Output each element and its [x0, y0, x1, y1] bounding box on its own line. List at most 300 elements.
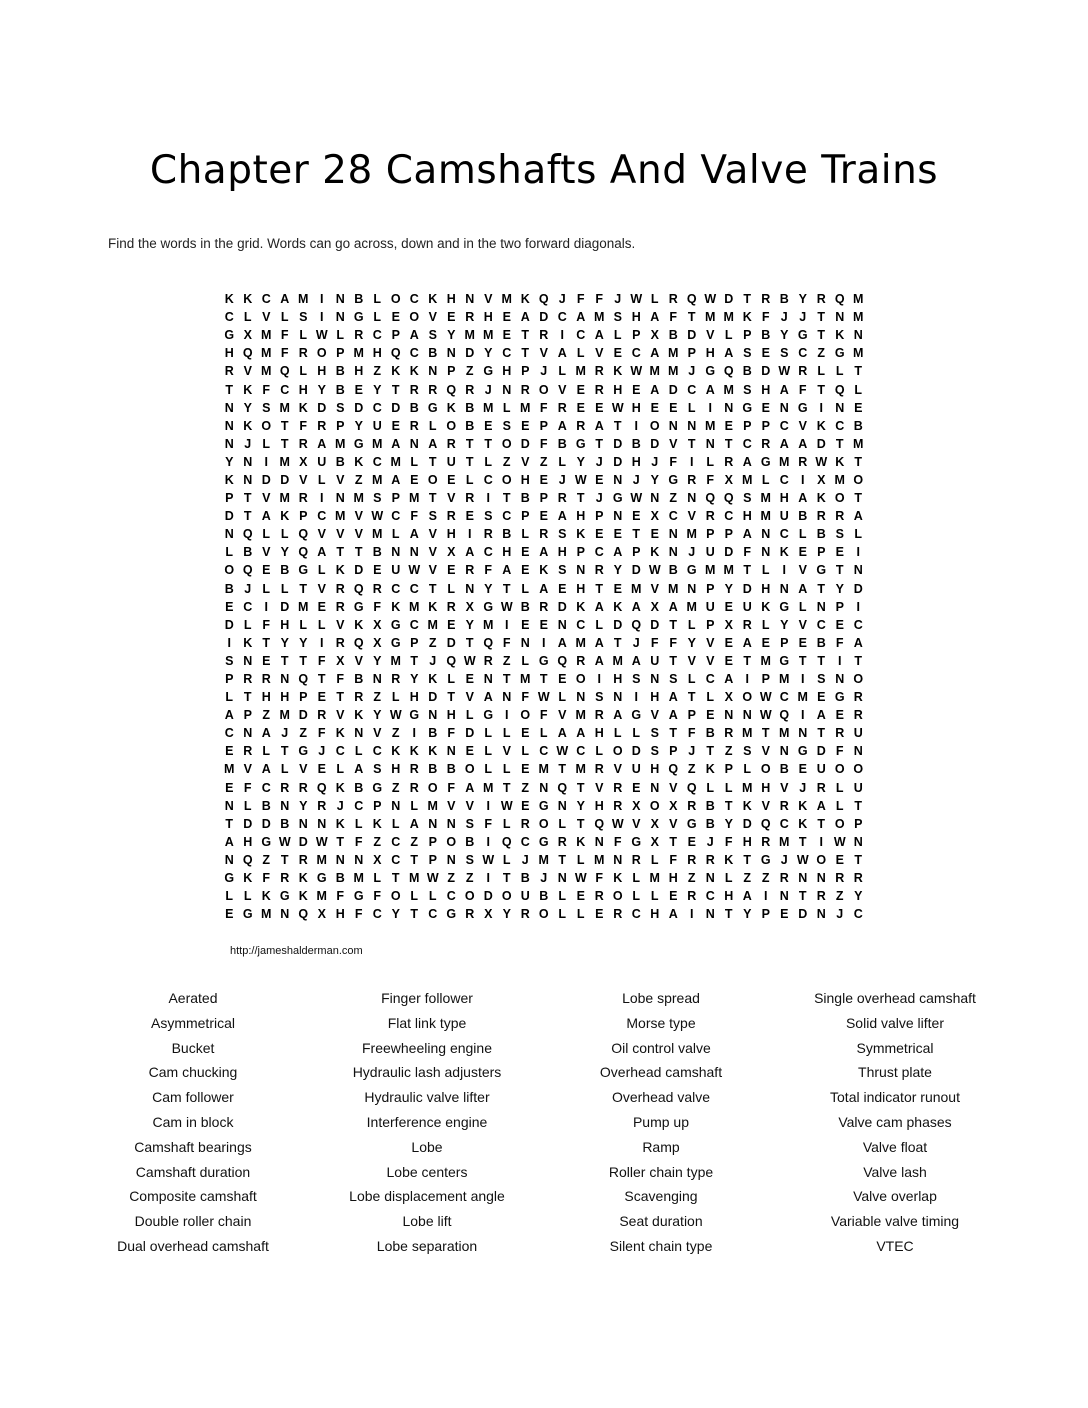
grid-letter: R — [557, 491, 567, 506]
grid-letter: I — [542, 635, 546, 650]
grid-letter: A — [668, 708, 678, 723]
grid-letter: I — [486, 871, 490, 886]
grid-letter: A — [853, 635, 863, 650]
grid-letter: H — [742, 834, 752, 849]
grid-letter: P — [447, 364, 456, 379]
grid-letter: F — [262, 617, 271, 632]
grid-letter: Y — [576, 798, 585, 813]
grid-letter: B — [853, 418, 863, 433]
grid-letter: N — [243, 472, 253, 487]
grid-letter: M — [261, 346, 272, 361]
grid-letter: V — [447, 798, 456, 813]
grid-letter: A — [594, 635, 604, 650]
grid-letter: I — [486, 491, 490, 506]
grid-letter: F — [280, 346, 289, 361]
grid-letter: E — [706, 708, 715, 723]
grid-letter: D — [557, 599, 567, 614]
grid-letter: E — [391, 310, 400, 325]
grid-letter: A — [594, 653, 604, 668]
word-item: Oil control valve — [611, 1039, 711, 1056]
grid-letter: R — [354, 690, 364, 705]
grid-row — [220, 616, 868, 634]
grid-letter: W — [759, 690, 772, 705]
word-item: Pump up — [632, 1113, 690, 1130]
grid-letter: R — [576, 418, 586, 433]
grid-row — [220, 489, 868, 507]
grid-letter: Q — [723, 491, 734, 506]
grid-letter: L — [687, 617, 696, 632]
grid-letter: T — [243, 509, 252, 524]
grid-letter: G — [742, 400, 753, 415]
grid-letter: N — [391, 798, 401, 813]
grid-letter: P — [780, 635, 789, 650]
grid-letter: K — [298, 889, 308, 904]
grid-letter: Q — [242, 563, 253, 578]
grid-letter: R — [761, 834, 771, 849]
grid-letter: A — [261, 509, 271, 524]
grid-letter: T — [299, 653, 308, 668]
grid-letter: E — [835, 617, 844, 632]
grid-letter: M — [686, 599, 697, 614]
grid-letter: R — [261, 672, 271, 687]
grid-letter: T — [336, 545, 345, 560]
grid-letter: P — [576, 545, 585, 560]
grid-letter: L — [613, 328, 622, 343]
grid-letter: N — [224, 527, 234, 542]
grid-letter: D — [742, 581, 752, 596]
grid-letter: V — [317, 581, 326, 596]
grid-letter: C — [502, 346, 512, 361]
grid-letter: J — [558, 292, 566, 307]
grid-letter: L — [521, 653, 530, 668]
grid-letter: W — [778, 364, 791, 379]
grid-letter: A — [224, 834, 234, 849]
grid-letter: N — [243, 726, 253, 741]
grid-letter: C — [576, 328, 586, 343]
grid-letter: R — [539, 527, 549, 542]
grid-letter: I — [320, 491, 324, 506]
grid-letter: L — [576, 907, 585, 922]
grid-letter: H — [317, 364, 327, 379]
grid-letter: M — [501, 292, 512, 307]
word-item: Variable valve timing — [830, 1213, 960, 1230]
grid-letter: P — [724, 527, 733, 542]
grid-letter: K — [372, 816, 382, 831]
grid-letter: V — [484, 292, 493, 307]
grid-letter: R — [687, 472, 697, 487]
grid-letter: D — [446, 635, 456, 650]
grid-letter: N — [446, 816, 456, 831]
grid-letter: V — [558, 382, 567, 397]
grid-letter: A — [798, 491, 808, 506]
grid-letter: M — [335, 436, 346, 451]
grid-letter: M — [372, 527, 383, 542]
grid-letter: B — [409, 400, 419, 415]
grid-letter: K — [335, 563, 345, 578]
grid-letter: Y — [243, 400, 252, 415]
grid-letter: E — [595, 400, 604, 415]
grid-letter: F — [539, 708, 548, 723]
grid-letter: H — [483, 310, 493, 325]
grid-letter: R — [520, 816, 530, 831]
grid-letter: T — [262, 635, 271, 650]
grid-letter: G — [242, 907, 253, 922]
grid-letter: Y — [465, 617, 474, 632]
grid-letter: U — [631, 762, 641, 777]
grid-letter: K — [428, 599, 438, 614]
grid-letter: V — [761, 798, 770, 813]
word-item: Valve lash — [863, 1163, 927, 1180]
word-item: Lobe — [411, 1138, 443, 1155]
grid-letter: U — [816, 762, 826, 777]
grid-letter: T — [835, 436, 844, 451]
grid-letter: N — [557, 871, 567, 886]
grid-letter: P — [373, 798, 382, 813]
grid-letter: O — [853, 762, 864, 777]
grid-letter: J — [521, 852, 529, 867]
grid-letter: E — [632, 509, 641, 524]
grid-letter: E — [225, 780, 234, 795]
word-item: Total indicator runout — [830, 1089, 960, 1106]
grid-letter: W — [278, 834, 291, 849]
grid-letter: A — [391, 472, 401, 487]
grid-letter: M — [483, 617, 494, 632]
grid-letter: J — [281, 726, 289, 741]
grid-letter: L — [243, 310, 252, 325]
grid-letter: R — [705, 509, 715, 524]
grid-letter: H — [779, 491, 789, 506]
grid-letter: N — [446, 346, 456, 361]
grid-letter: S — [428, 509, 437, 524]
grid-letter: A — [483, 690, 493, 705]
grid-letter: L — [299, 364, 308, 379]
grid-letter: M — [705, 563, 716, 578]
grid-letter: R — [335, 635, 345, 650]
grid-letter: Q — [279, 364, 290, 379]
grid-letter: M — [779, 726, 790, 741]
grid-letter: D — [853, 581, 863, 596]
grid-letter: J — [651, 454, 659, 469]
grid-letter: N — [687, 418, 697, 433]
grid-letter: Y — [854, 889, 863, 904]
grid-letter: X — [650, 834, 659, 849]
grid-letter: P — [835, 599, 844, 614]
grid-row — [220, 634, 868, 652]
grid-letter: C — [317, 509, 327, 524]
grid-letter: R — [853, 690, 863, 705]
grid-letter: F — [317, 726, 326, 741]
grid-letter: D — [816, 436, 826, 451]
grid-letter: M — [723, 563, 734, 578]
grid-letter: A — [816, 798, 826, 813]
word-item: Flat link type — [387, 1014, 467, 1031]
grid-letter: L — [854, 382, 863, 397]
grid-letter: F — [502, 635, 511, 650]
grid-letter: K — [335, 726, 345, 741]
grid-letter: L — [280, 581, 289, 596]
grid-letter: N — [835, 400, 845, 415]
grid-letter: V — [447, 491, 456, 506]
grid-letter: M — [649, 871, 660, 886]
grid-letter: T — [613, 418, 622, 433]
grid-letter: H — [761, 382, 771, 397]
grid-letter: T — [428, 581, 437, 596]
grid-letter: O — [538, 907, 549, 922]
grid-letter: P — [743, 418, 752, 433]
grid-letter: B — [779, 762, 789, 777]
grid-letter: E — [595, 527, 604, 542]
grid-letter: L — [447, 581, 456, 596]
grid-letter: Q — [242, 852, 253, 867]
grid-letter: G — [631, 834, 642, 849]
grid-letter: G — [779, 653, 790, 668]
word-item: Lobe displacement angle — [349, 1188, 505, 1205]
grid-letter: T — [724, 436, 733, 451]
grid-letter: S — [558, 563, 567, 578]
grid-letter: H — [631, 400, 641, 415]
grid-letter: D — [650, 436, 660, 451]
grid-letter: K — [798, 798, 808, 813]
grid-letter: G — [686, 563, 697, 578]
grid-letter: Q — [446, 653, 457, 668]
grid-letter: C — [779, 816, 789, 831]
grid-letter: W — [574, 472, 587, 487]
grid-letter: V — [706, 635, 715, 650]
grid-letter: W — [611, 400, 624, 415]
grid-letter: A — [631, 599, 641, 614]
grid-letter: G — [538, 798, 549, 813]
grid-letter: I — [856, 545, 860, 560]
grid-letter: E — [317, 599, 326, 614]
grid-letter: D — [317, 400, 327, 415]
grid-letter: V — [650, 581, 659, 596]
grid-letter: Z — [502, 653, 511, 668]
grid-letter: Y — [724, 581, 733, 596]
grid-letter: T — [817, 581, 826, 596]
grid-letter: B — [539, 889, 549, 904]
grid-letter: N — [816, 599, 826, 614]
grid-letter: L — [354, 744, 363, 759]
grid-letter: H — [280, 617, 290, 632]
grid-letter: H — [446, 527, 456, 542]
grid-letter: X — [650, 328, 659, 343]
grid-letter: Z — [373, 834, 382, 849]
grid-letter: C — [335, 744, 345, 759]
grid-letter: U — [705, 545, 715, 560]
grid-letter: N — [761, 545, 771, 560]
word-item: Solid valve lifter — [845, 1014, 945, 1031]
grid-letter: E — [798, 545, 807, 560]
grid-letter: E — [484, 418, 493, 433]
grid-letter: A — [557, 509, 567, 524]
grid-letter: Q — [298, 672, 309, 687]
grid-letter: V — [428, 527, 437, 542]
grid-letter: L — [650, 852, 659, 867]
grid-letter: C — [779, 527, 789, 542]
grid-letter: B — [465, 834, 475, 849]
grid-letter: I — [320, 292, 324, 307]
grid-letter: H — [280, 690, 290, 705]
grid-letter: H — [650, 907, 660, 922]
grid-letter: D — [280, 472, 290, 487]
grid-letter: L — [336, 762, 345, 777]
grid-letter: H — [446, 292, 456, 307]
grid-letter: A — [224, 708, 234, 723]
grid-letter: C — [594, 545, 604, 560]
grid-letter: N — [816, 871, 826, 886]
grid-letter: C — [409, 292, 419, 307]
grid-letter: X — [373, 635, 382, 650]
grid-row — [220, 580, 868, 598]
grid-letter: C — [483, 545, 493, 560]
grid-letter: P — [632, 545, 641, 560]
grid-letter: A — [409, 527, 419, 542]
grid-letter: R — [465, 563, 475, 578]
grid-letter: V — [669, 780, 678, 795]
grid-letter: K — [243, 635, 253, 650]
grid-letter: T — [817, 653, 826, 668]
grid-letter: N — [613, 690, 623, 705]
grid-letter: U — [779, 509, 789, 524]
grid-letter: V — [317, 527, 326, 542]
grid-letter: L — [336, 328, 345, 343]
grid-letter: E — [447, 472, 456, 487]
grid-letter: D — [539, 310, 549, 325]
grid-letter: R — [613, 798, 623, 813]
grid-row — [220, 344, 868, 362]
grid-letter: G — [427, 400, 438, 415]
grid-letter: V — [354, 509, 363, 524]
grid-letter: F — [484, 816, 493, 831]
grid-letter: B — [668, 328, 678, 343]
grid-letter: N — [224, 798, 234, 813]
grid-letter: D — [742, 816, 752, 831]
grid-letter: O — [464, 889, 475, 904]
grid-letter: K — [428, 744, 438, 759]
grid-letter: B — [280, 816, 290, 831]
grid-letter: F — [669, 454, 678, 469]
grid-letter: O — [649, 798, 660, 813]
grid-letter: T — [336, 690, 345, 705]
grid-letter: G — [538, 653, 549, 668]
grid-letter: M — [742, 780, 753, 795]
grid-letter: O — [390, 889, 401, 904]
grid-letter: T — [817, 310, 826, 325]
grid-letter: T — [354, 545, 363, 560]
grid-letter: O — [834, 762, 845, 777]
grid-letter: S — [817, 672, 826, 687]
grid-letter: T — [447, 690, 456, 705]
grid-letter: K — [391, 744, 401, 759]
grid-letter: L — [243, 889, 252, 904]
grid-row — [220, 362, 868, 380]
grid-letter: G — [316, 871, 327, 886]
grid-letter: K — [298, 400, 308, 415]
word-item: Lobe centers — [386, 1163, 468, 1180]
grid-letter: O — [816, 852, 827, 867]
grid-letter: H — [576, 509, 586, 524]
grid-letter: E — [576, 400, 585, 415]
grid-letter: M — [575, 708, 586, 723]
grid-letter: X — [632, 798, 641, 813]
grid-letter: P — [724, 762, 733, 777]
grid-letter: Q — [557, 780, 568, 795]
grid-letter: E — [447, 617, 456, 632]
grid-letter: H — [224, 346, 234, 361]
grid-letter: K — [243, 292, 253, 307]
grid-letter: R — [724, 726, 734, 741]
grid-letter: W — [556, 744, 569, 759]
grid-letter: X — [317, 907, 326, 922]
grid-letter: E — [761, 346, 770, 361]
grid-letter: L — [595, 617, 604, 632]
grid-letter: F — [613, 834, 622, 849]
grid-letter: T — [558, 762, 567, 777]
grid-letter: L — [465, 708, 474, 723]
grid-letter: F — [798, 382, 807, 397]
grid-letter: S — [743, 491, 752, 506]
grid-letter: T — [835, 563, 844, 578]
grid-letter: T — [280, 436, 289, 451]
grid-letter: C — [668, 509, 678, 524]
grid-letter: K — [613, 364, 623, 379]
grid-letter: M — [335, 509, 346, 524]
grid-letter: E — [225, 907, 234, 922]
grid-letter: G — [705, 364, 716, 379]
grid-letter: Z — [373, 364, 382, 379]
grid-letter: R — [576, 653, 586, 668]
grid-letter: T — [798, 834, 807, 849]
grid-letter: E — [502, 310, 511, 325]
grid-letter: B — [816, 635, 826, 650]
grid-letter: M — [409, 599, 420, 614]
grid-letter: C — [835, 418, 845, 433]
grid-letter: M — [279, 454, 290, 469]
grid-letter: L — [761, 617, 770, 632]
word-item: Finger follower — [381, 990, 473, 1006]
grid-letter: D — [354, 563, 364, 578]
grid-letter: N — [372, 672, 382, 687]
grid-letter: E — [595, 472, 604, 487]
grid-letter: S — [502, 418, 511, 433]
grid-letter: A — [261, 762, 271, 777]
grid-letter: R — [742, 617, 752, 632]
grid-letter: C — [372, 454, 382, 469]
grid-letter: H — [354, 364, 364, 379]
word-item: Ramp — [642, 1138, 680, 1155]
grid-letter: A — [779, 436, 789, 451]
grid-letter: Q — [538, 292, 549, 307]
grid-letter: E — [465, 744, 474, 759]
grid-letter: H — [613, 672, 623, 687]
grid-letter: M — [668, 364, 679, 379]
grid-letter: Z — [354, 472, 363, 487]
grid-letter: D — [520, 436, 530, 451]
grid-letter: G — [668, 472, 679, 487]
grid-letter: F — [761, 310, 770, 325]
grid-letter: T — [595, 436, 604, 451]
grid-letter: F — [299, 418, 308, 433]
grid-letter: O — [612, 744, 623, 759]
grid-letter: I — [801, 672, 805, 687]
grid-letter: P — [410, 635, 419, 650]
grid-letter: R — [298, 436, 308, 451]
grid-letter: T — [687, 310, 696, 325]
grid-letter: R — [465, 907, 475, 922]
grid-letter: P — [391, 491, 400, 506]
grid-letter: T — [428, 491, 437, 506]
grid-letter: Y — [743, 907, 752, 922]
